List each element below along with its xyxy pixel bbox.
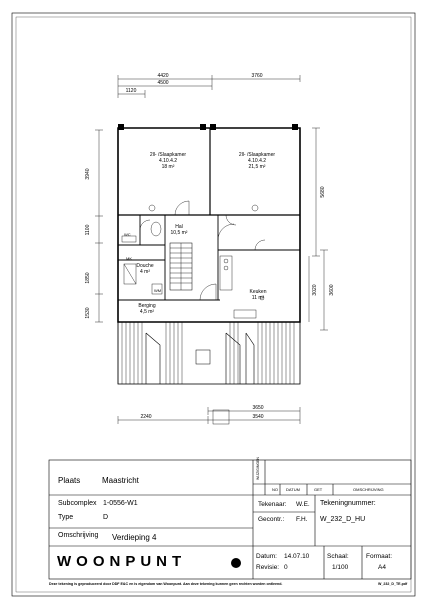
dimension-lines-right xyxy=(309,128,328,330)
subcomplex-value: 1-0556-W1 xyxy=(103,500,138,507)
logo-dot-icon xyxy=(231,558,241,568)
dim-left-4: 1530 xyxy=(85,307,91,319)
gecontr-value: F.H. xyxy=(296,516,308,523)
col-datum: DATUM xyxy=(286,487,300,492)
room-name: Keuken xyxy=(249,289,267,295)
dim-bottom-1: 2240 xyxy=(140,414,152,420)
room-area: 11 m² xyxy=(251,295,265,301)
dim-left-2: 1100 xyxy=(85,224,91,236)
room-name: Berging xyxy=(138,303,156,309)
dim-right-1: 5680 xyxy=(320,186,326,198)
stair-treads xyxy=(170,243,192,290)
formaat-label: Formaat: xyxy=(366,553,393,560)
room-name: Hal xyxy=(175,224,183,230)
room-code: 4.10.4.2 xyxy=(158,158,178,164)
room-code: 4.10.4.2 xyxy=(247,158,267,164)
dim-top-1: 4420 xyxy=(157,73,169,79)
dim-top-2: 3760 xyxy=(251,73,263,79)
schaal-label: Schaal: xyxy=(327,553,349,560)
revisie-label: Revisie: xyxy=(256,564,280,571)
dimension-lines-top xyxy=(118,75,300,98)
type-value: D xyxy=(103,514,109,521)
room-douche xyxy=(134,263,156,275)
dim-bottom-2: 3650 xyxy=(252,405,264,411)
tekeningnummer-label: Tekeningnummer: xyxy=(320,500,376,507)
schaal-value: 1/100 xyxy=(332,564,349,571)
datum-value: 14.07.10 xyxy=(284,553,310,560)
plaats-label: Plaats xyxy=(58,476,81,485)
room-area: 10,5 m² xyxy=(170,230,188,236)
tekeningnummer-value: W_232_D_HU xyxy=(320,516,366,523)
tekenaar-value: W.E. xyxy=(296,501,310,508)
footer-disclaimer: Deze tekening is geproduceerd door DDF E&C en is eigendom van Woonpunt. Aan deze tekening kunnen geen rechten worden ontleend. xyxy=(49,582,283,586)
datum-label: Datum: xyxy=(256,553,277,560)
room-name: Douche xyxy=(136,263,154,269)
col-get: GET xyxy=(314,487,323,492)
door-swings xyxy=(140,201,265,300)
formaat-value: A4 xyxy=(378,564,386,571)
omschrijving-value: Verdieping 4 xyxy=(112,533,157,542)
dim-left-1: 3940 xyxy=(85,168,91,180)
footer-filename: W_232_D_TE.pdf xyxy=(378,582,408,586)
dim-top-3: 4500 xyxy=(157,80,169,86)
room-area: 18 m² xyxy=(161,164,175,170)
room-bedroom-1 xyxy=(147,152,189,170)
woonpunt-logo: WOONPUNT xyxy=(57,553,187,570)
plaats-value: Maastricht xyxy=(102,476,139,485)
gecontr-label: Gecontr.: xyxy=(258,516,285,523)
room-area: 21,5 m² xyxy=(248,164,266,170)
room-keuken xyxy=(247,289,269,301)
dim-left-3: 1850 xyxy=(85,272,91,284)
col-no: NO xyxy=(272,487,278,492)
room-bedroom-2 xyxy=(236,152,278,170)
room-name: 2ll- /Slaapkamer xyxy=(238,152,276,158)
label-wc: WC xyxy=(124,232,131,237)
wijzigingen-label: WIJZIGINGEN xyxy=(256,457,260,480)
roof-area xyxy=(118,322,300,424)
revisie-value: 0 xyxy=(284,564,288,571)
subcomplex-label: Subcomplex xyxy=(58,500,97,507)
label-mk: MK xyxy=(126,256,132,261)
room-area: 4 m² xyxy=(140,269,150,275)
omschrijving-label: Omschrijving xyxy=(58,532,99,539)
room-area: 4,5 m² xyxy=(139,309,155,315)
label-wm: WM xyxy=(154,288,162,293)
room-hal xyxy=(168,224,190,236)
tekenaar-label: Tekenaar: xyxy=(258,501,287,508)
dim-right-2: 3020 xyxy=(312,284,318,296)
fixtures xyxy=(122,205,264,318)
dim-bottom-3: 3540 xyxy=(252,414,264,420)
room-name: 2ll- /Slaapkamer xyxy=(149,152,187,158)
type-label: Type xyxy=(58,514,74,521)
dim-right-3: 3600 xyxy=(329,284,335,296)
dim-top-4: 1120 xyxy=(125,88,137,94)
dimension-lines-left xyxy=(95,130,103,322)
room-berging xyxy=(136,303,158,315)
col-omschrijving: OMSCHRIJVING xyxy=(353,487,384,492)
